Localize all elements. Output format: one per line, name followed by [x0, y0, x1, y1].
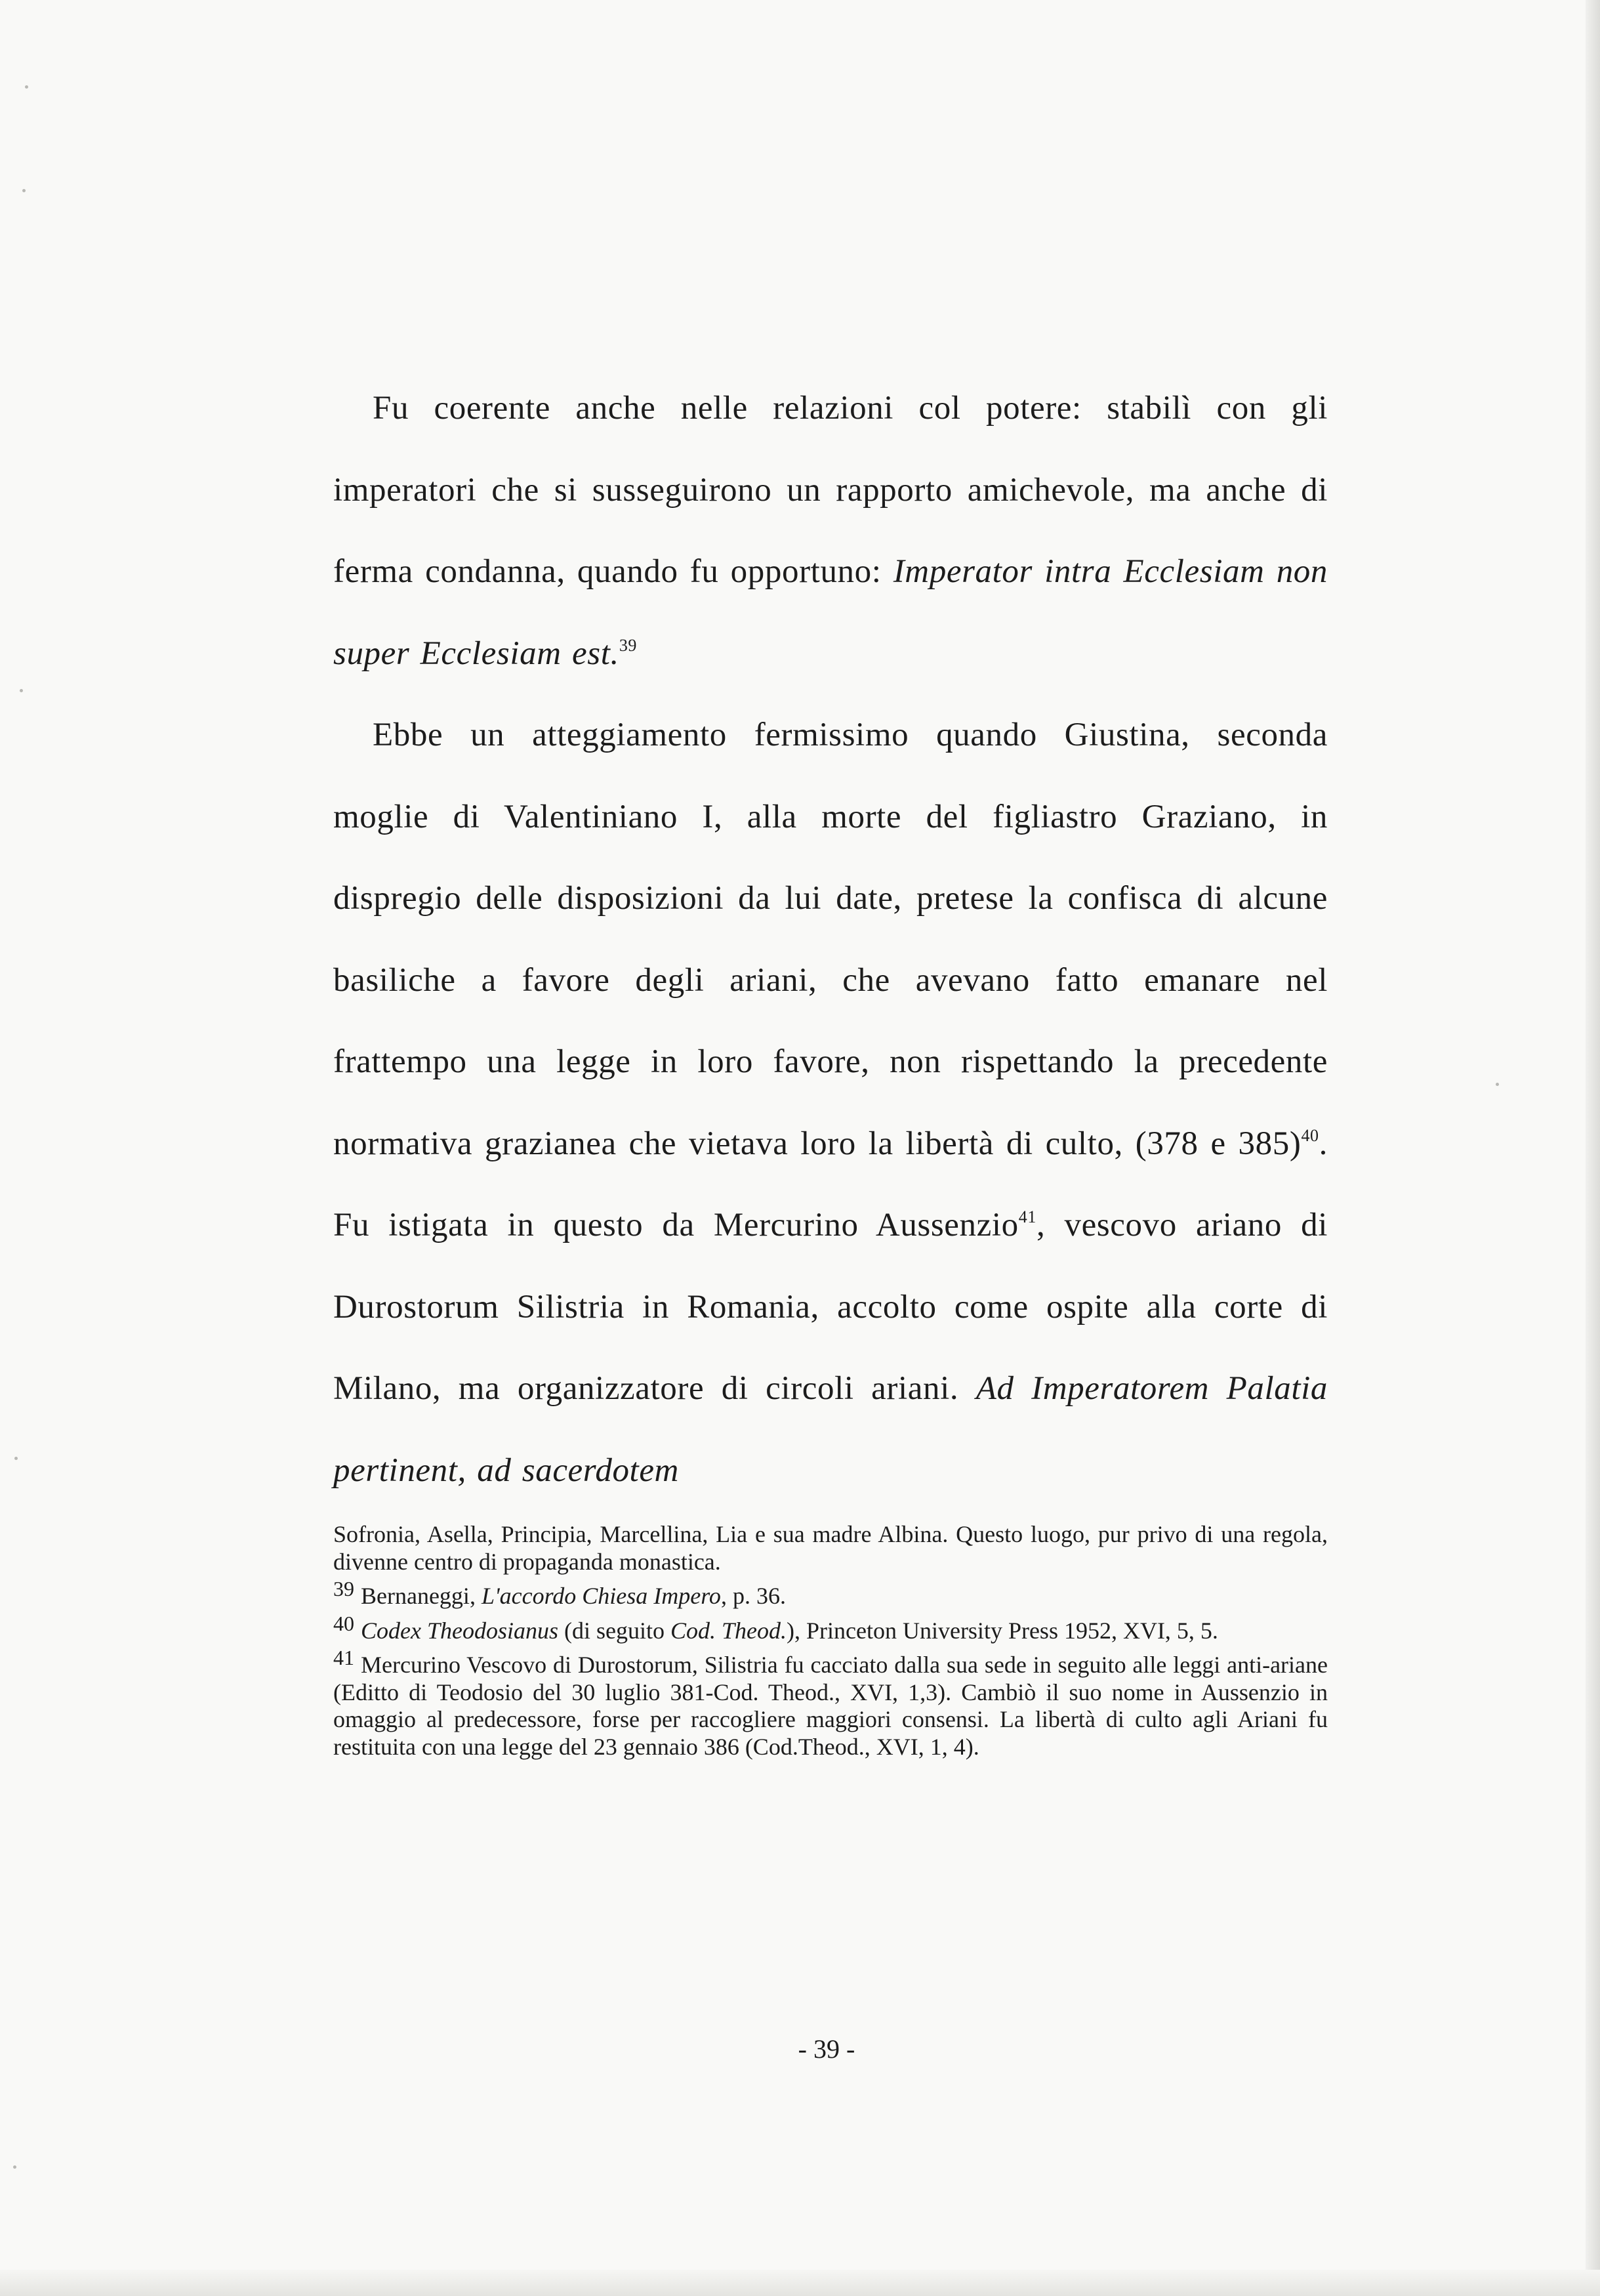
- page-right-edge: [1586, 0, 1600, 2296]
- footnote-text: , p. 36.: [720, 1583, 786, 1609]
- footnote-text: Bernaneggi,: [361, 1583, 482, 1609]
- footnote-ref-40: 40: [1301, 1125, 1319, 1145]
- body-text: [333, 367, 1328, 1511]
- footnote-title: Cod. Theod.: [670, 1617, 787, 1644]
- scan-speck: [1496, 1083, 1499, 1086]
- body-paragraph: [333, 367, 1328, 694]
- footnote-title: Codex Theodosianus: [361, 1617, 558, 1644]
- body-text-segment: Ebbe un atteggiamento fermissimo quando Giustina, seconda moglie di Valentiniano I, alla morte del figliastro Graziano, in dispregio delle disposizioni da lui date, pretese la confisca di alcune basiliche a favore degli ariani, che avevano fatto emanare nel frattempo una legge in loro favore, non rispettando la precedente normativa grazianea che vietava loro la libertà di culto, (378 e 385): [333, 717, 1328, 1162]
- latin-quote: Ad Imperatorem Palatia pertinent, ad sacerdotem: [333, 1370, 1328, 1489]
- page-bottom-edge: [0, 2270, 1600, 2296]
- footnote-title: L'accordo Chiesa Impero: [481, 1583, 721, 1609]
- page-number: - 39 -: [798, 2034, 855, 2064]
- footnote-ref-41: 41: [1018, 1207, 1036, 1226]
- body-text-segment: Fu coerente anche nelle relazioni col potere: stabilì con gli imperatori che si susseguirono un rapporto amichevole, ma anche di ferma condanna, quando fu opportuno:: [333, 390, 1328, 590]
- footnote-text: (di seguito: [558, 1617, 670, 1644]
- body-text-segment: . Fu istigata in questo da Mercurino Aussenzio: [333, 1125, 1328, 1243]
- footnote-text: ), Princeton University Press 1952, XVI, 5, 5.: [787, 1617, 1218, 1644]
- footnote-text: Mercurino Vescovo di Durostorum, Silistria fu cacciato dalla sua sede in seguito alle leggi anti-ariane (Editto di Teodosio del 30 luglio 381-Cod. Theod., XVI, 1,3). Cambiò il suo nome in Aussenzio in omaggio al predecessore, forse per raccogliere maggiori consensi. La libertà di culto agli Ariani fu restituita con una legge del 23 gennaio 386 (Cod.Theod., XVI, 1, 4).: [333, 1652, 1328, 1760]
- body-paragraph: [333, 694, 1328, 1511]
- footnote-40: [333, 1610, 1328, 1645]
- scan-speck: [14, 1457, 18, 1460]
- latin-quote: Imperator intra Ecclesiam non super Ecclesiam est.: [333, 553, 1328, 672]
- scan-speck: [25, 85, 28, 89]
- body-text-segment: , vescovo ariano di Durostorum Silistria in Romania, accolto come ospite alla corte di Milano, ma organizzatore di circoli ariani.: [333, 1207, 1328, 1407]
- footnote-number: 41: [333, 1646, 354, 1669]
- scan-speck: [22, 189, 26, 192]
- scan-speck: [20, 689, 23, 692]
- footnote-number: 39: [333, 1577, 354, 1600]
- scan-speck: [13, 2165, 16, 2169]
- footnote-number: 40: [333, 1611, 354, 1635]
- footnote-continuation: Sofronia, Asella, Principia, Marcellina, Lia e sua madre Albina. Questo luogo, pur privo di una regola, divenne centro di propaganda monastica.: [333, 1521, 1328, 1575]
- footnotes: [333, 1521, 1328, 1761]
- footnote-39: [333, 1576, 1328, 1610]
- footnote-ref-39: 39: [619, 635, 638, 655]
- footnote-41: [333, 1644, 1328, 1761]
